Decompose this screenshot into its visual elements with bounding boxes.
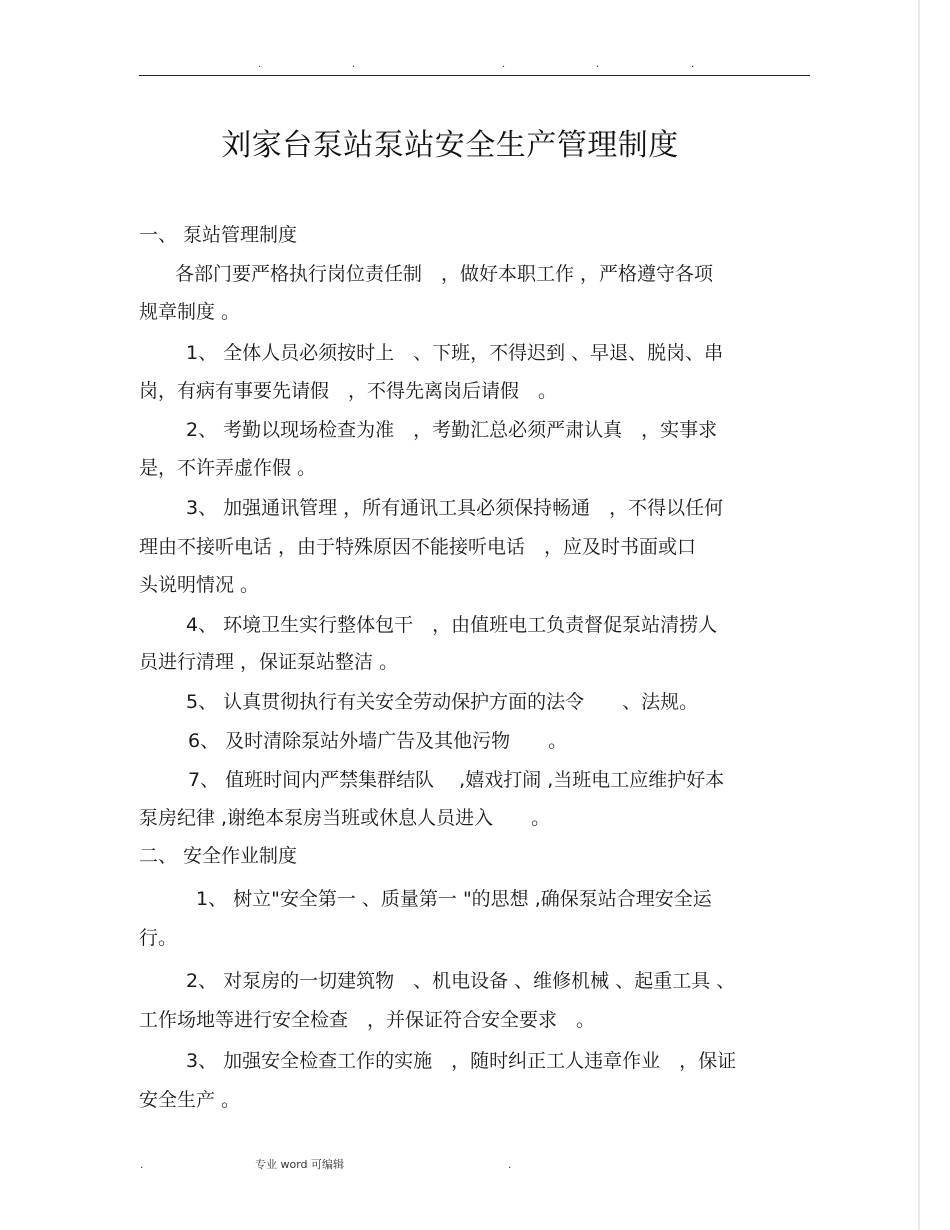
paragraph-line: 3、 加强安全检查工作的实施 ，随时纠正工人违章作业 ，保证 [186, 1050, 737, 1072]
paragraph-line: 安全生产 。 [139, 1089, 241, 1111]
paragraph-line: 6、 及时清除泵站外墙广告及其他污物 。 [188, 730, 568, 752]
paragraph-line: 是，不许弄虚作假 。 [139, 457, 317, 479]
paragraph-line: 规章制度 。 [139, 301, 241, 323]
header-rule [139, 75, 810, 76]
footer-dot: . [140, 1158, 144, 1171]
paragraph-line: 岗，有病有事要先请假 ，不得先离岗后请假 。 [139, 380, 558, 402]
header-dot: . [691, 59, 695, 70]
paragraph-line: 2、 对泵房的一切建筑物 、机电设备 、维修机械 、起重工具 、 [186, 970, 736, 992]
paragraph-line: 各部门要严格执行岗位责任制 ，做好本职工作 ，严格遵守各项 [175, 263, 714, 285]
header-dot: . [258, 59, 262, 70]
paragraph-line: 1、 全体人员必须按时上 、下班，不得迟到 、早退、脱岗、串 [186, 342, 724, 364]
paragraph-line: 头说明情况 。 [139, 574, 260, 596]
footer-label: 专业 word 可编辑 [255, 1158, 345, 1171]
paragraph-line: 5、 认真贯彻执行有关安全劳动保护方面的法令 、法规。 [186, 691, 699, 713]
paragraph-line: 行。 [139, 927, 178, 949]
header-dot: . [502, 59, 506, 70]
header-dot: . [352, 59, 356, 70]
paragraph-line: 理由不接听电话 ，由于特殊原因不能接听电话 ，应及时书面或口 [139, 536, 697, 558]
paragraph-line: 员进行清理 ，保证泵站整洁 。 [139, 651, 399, 673]
paragraph-line: 4、 环境卫生实行整体包干 ，由值班电工负责督促泵站清捞人 [186, 614, 718, 636]
paragraph-line: 7、 值班时间内严禁集群结队 ,嬉戏打闹 ,当班电工应维护好本 [188, 769, 725, 791]
footer-dot: . [508, 1158, 512, 1171]
paragraph-line: 1、 树立"安全第一 、质量第一 "的思想 ,确保泵站合理安全运 [196, 888, 712, 910]
paragraph-line: 泵房纪律 ,谢绝本泵房当班或休息人员进入 。 [139, 807, 551, 829]
paragraph-line: 3、 加强通讯管理 ，所有通讯工具必须保持畅通 ，不得以任何 [186, 497, 724, 519]
paragraph-line: 2、 考勤以现场检查为准 ，考勤汇总必须严肃认真 ，实事求 [186, 419, 718, 441]
page-edge-divider [918, 0, 920, 1230]
paragraph-line: 工作场地等进行安全检查 ，并保证符合安全要求 。 [139, 1009, 596, 1031]
header-dot: . [596, 59, 600, 70]
section-heading: 二、 安全作业制度 [139, 845, 298, 867]
document-title: 刘家台泵站泵站安全生产管理制度 [221, 128, 679, 163]
section-heading: 一、 泵站管理制度 [139, 224, 298, 246]
